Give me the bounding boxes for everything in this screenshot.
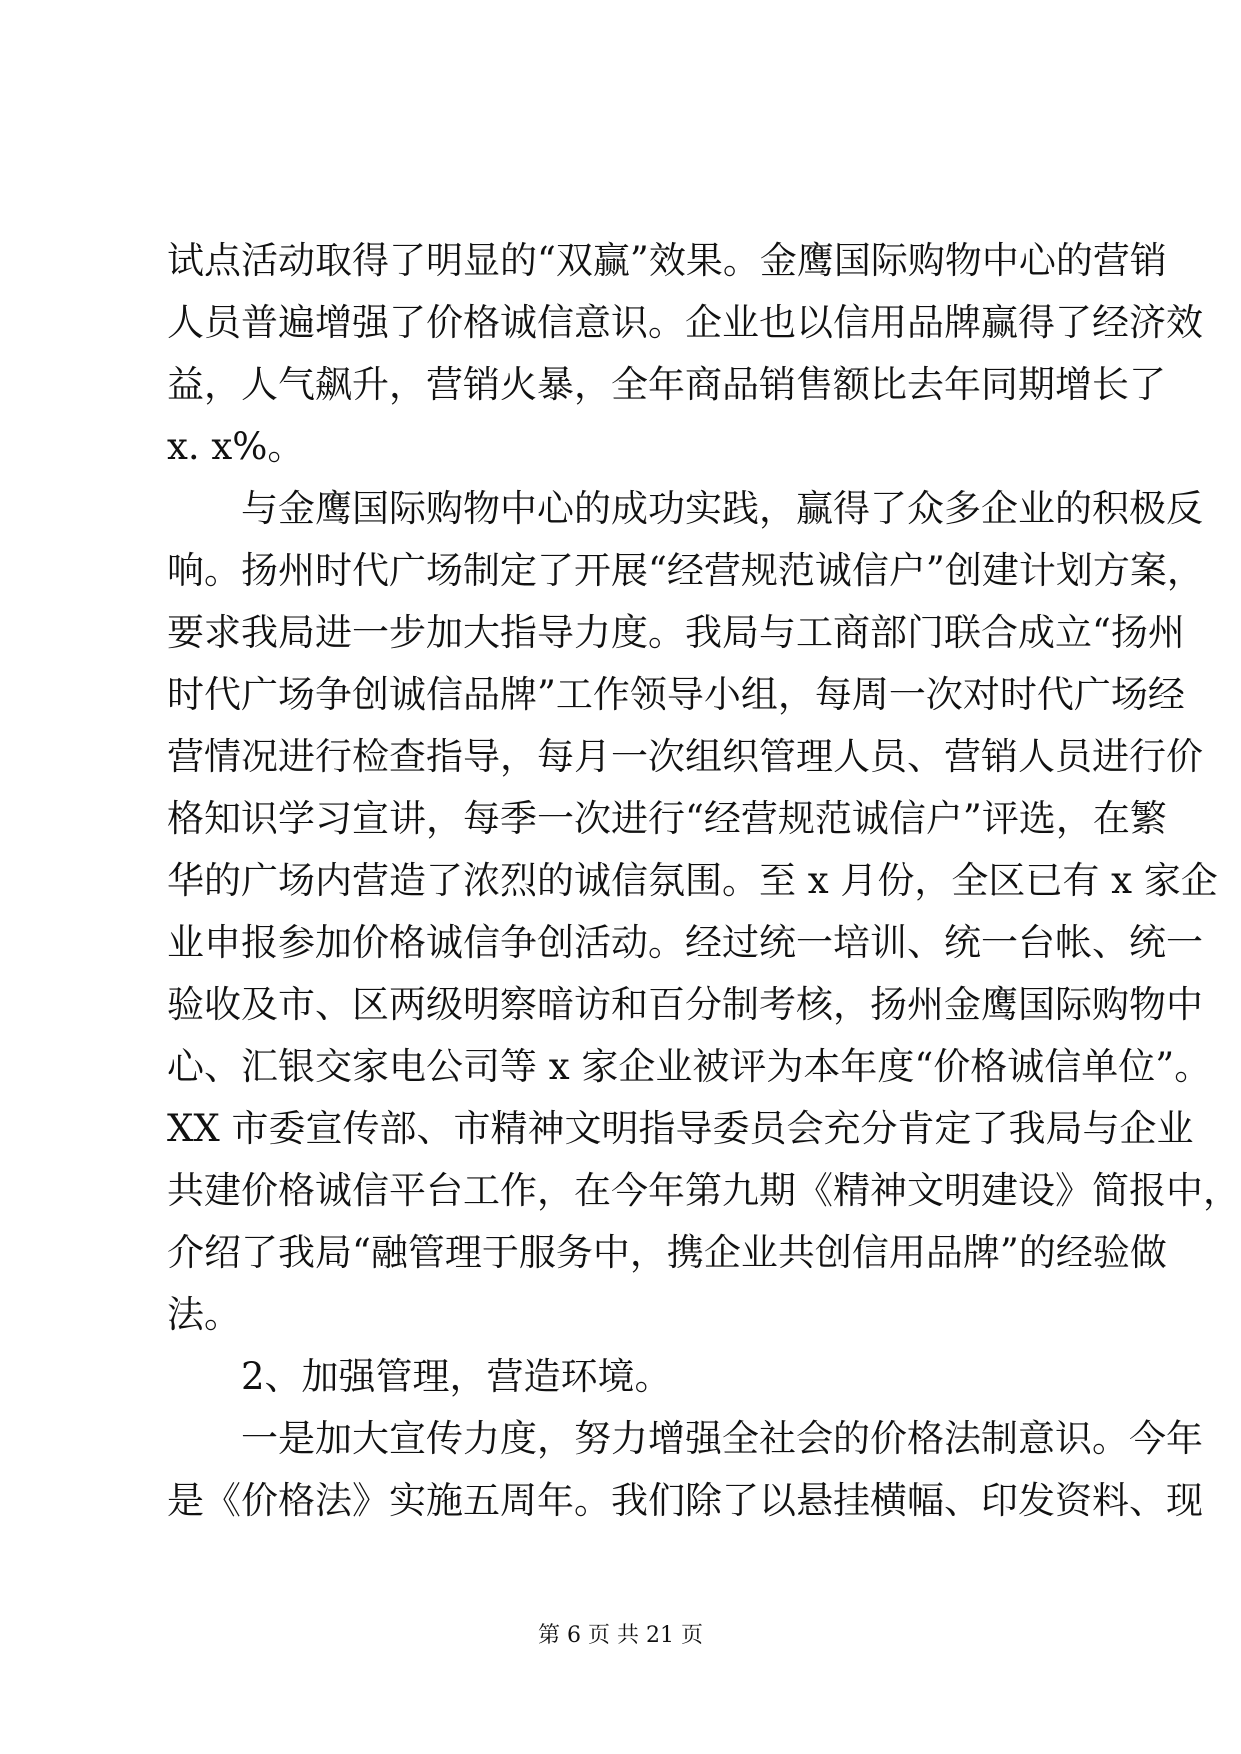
paragraph [167, 236, 1203, 484]
text-line: 格知识学习宣讲，每季一次进行“经营规范诚信户”评选，在繁 [167, 797, 1167, 840]
text-line: 心、汇银交家电公司等 x 家企业被评为本年度“价格诚信单位”。 [167, 1045, 1212, 1088]
text-line: 业申报参加价格诚信争创活动。经过统一培训、统一台帐、统一 [167, 921, 1203, 964]
text-line: 共建价格诚信平台工作，在今年第九期《精神文明建设》简报中， [167, 1169, 1240, 1212]
text-line: 介绍了我局“融管理于服务中，携企业共创信用品牌”的经验做 [167, 1231, 1167, 1274]
text-line: 验收及市、区两级明察暗访和百分制考核，扬州金鹰国际购物中 [167, 983, 1203, 1026]
paragraph [167, 1352, 1088, 1414]
text-line: 2、加强管理，营造环境。 [241, 1355, 672, 1398]
text-line: x. x%。 [167, 425, 305, 468]
text-line: 与金鹰国际购物中心的成功实践，赢得了众多企业的积极反 [241, 487, 1203, 530]
document-body [167, 236, 1240, 1538]
paragraph [167, 1414, 1203, 1538]
text-line: 响。扬州时代广场制定了开展“经营规范诚信户”创建计划方案， [167, 549, 1204, 592]
text-line: 华的广场内营造了浓烈的诚信氛围。至 x 月份，全区已有 x 家企 [167, 859, 1218, 902]
paragraph [167, 484, 1240, 1352]
text-line: 是《价格法》实施五周年。我们除了以悬挂横幅、印发资料、现 [167, 1479, 1203, 1522]
text-line: 一是加大宣传力度，努力增强全社会的价格法制意识。今年 [241, 1417, 1203, 1460]
page-number-footer: 第 6 页 共 21 页 [538, 1623, 703, 1648]
text-line: 法。 [167, 1293, 241, 1336]
text-line: XX 市委宣传部、市精神文明指导委员会充分肯定了我局与企业 [167, 1107, 1194, 1150]
text-line: 益，人气飙升，营销火暴，全年商品销售额比去年同期增长了 [167, 363, 1166, 406]
text-line: 人员普遍增强了价格诚信意识。企业也以信用品牌赢得了经济效 [167, 301, 1203, 344]
text-line: 时代广场争创诚信品牌”工作领导小组，每周一次对时代广场经 [167, 673, 1185, 716]
text-line: 营情况进行检查指导，每月一次组织管理人员、营销人员进行价 [167, 735, 1203, 778]
text-line: 试点活动取得了明显的“双赢”效果。金鹰国际购物中心的营销 [167, 239, 1167, 282]
text-line: 要求我局进一步加大指导力度。我局与工商部门联合成立“扬州 [167, 611, 1185, 654]
